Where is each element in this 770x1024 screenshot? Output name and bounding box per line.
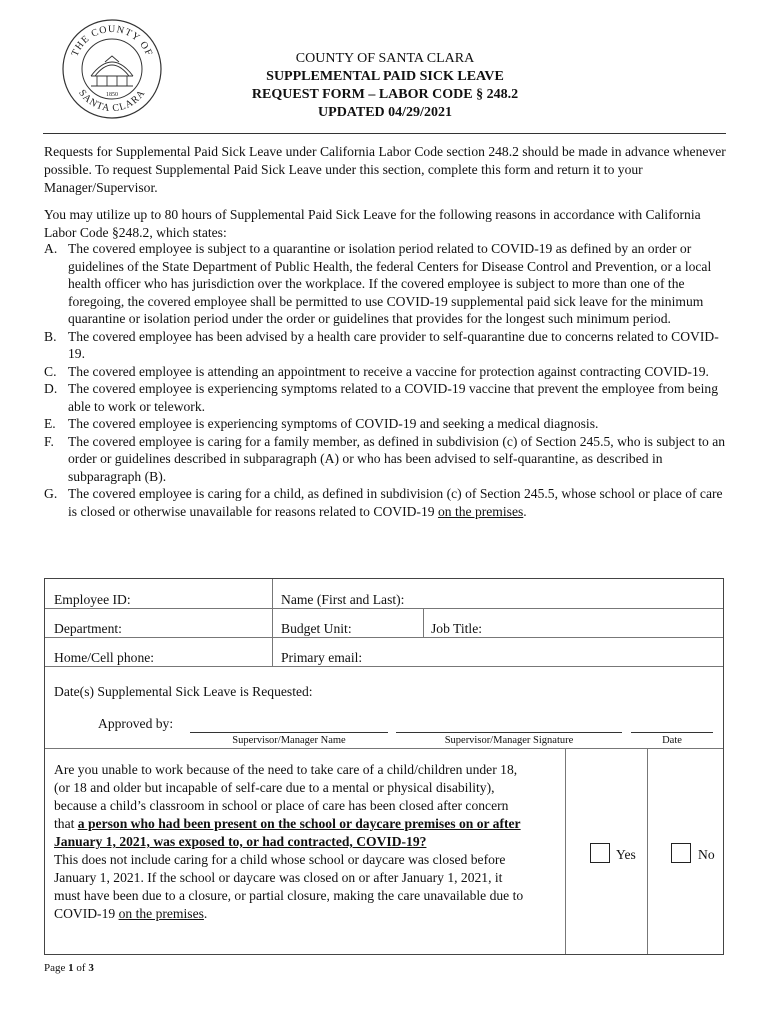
list-item: A. The covered employee is subject to a quarantine or isolation period related to COVID-19 as defined by an order or guidelines of the State Department of Public Health, the federal Centers for Disease Control and Prevention, or a local health officer who has jurisdiction over the workplace. If the covered employee is subject to more than one of the foregoing, the covered employee shall be permitted to use COVID-19 supplemental paid sick leave for the minimum quarantine or isolation period under the order or guidelines that provides for the longest such minimum period. bbox=[44, 241, 712, 326]
dates-requested-label: Date(s) Supplemental Sick Leave is Requested: bbox=[54, 684, 313, 699]
list-item: E. The covered employee is experiencing symptoms of COVID-19 and seeking a medical diagnosis. bbox=[44, 416, 599, 431]
form-title: SUPPLEMENTAL PAID SICK LEAVE bbox=[266, 69, 504, 84]
job-title-label: Job Title: bbox=[431, 621, 483, 636]
row-divider bbox=[45, 666, 723, 667]
county-name: COUNTY OF SANTA CLARA bbox=[295, 51, 475, 66]
county-seal-logo bbox=[61, 18, 163, 120]
column-divider bbox=[423, 608, 424, 637]
column-divider bbox=[647, 748, 648, 954]
page-number: Page 1 of 3 bbox=[44, 962, 94, 974]
reasons-list bbox=[44, 240, 728, 520]
approved-by-label: Approved by: bbox=[98, 716, 174, 731]
yes-label: Yes bbox=[616, 847, 636, 862]
supervisor-signature-line[interactable] bbox=[396, 732, 622, 733]
column-divider bbox=[565, 748, 566, 954]
row-divider bbox=[45, 748, 723, 749]
seal-top-text: THE COUNTY OF bbox=[69, 23, 155, 59]
header-divider bbox=[43, 133, 726, 134]
email-label: Primary email: bbox=[281, 650, 363, 665]
form-header bbox=[200, 50, 570, 122]
row-divider bbox=[45, 637, 723, 638]
seal-year: 1850 bbox=[106, 92, 118, 98]
row-divider bbox=[45, 608, 723, 609]
request-form bbox=[44, 578, 724, 955]
seal-bottom-text: SANTA CLARA bbox=[76, 87, 148, 115]
intro-paragraph-2: You may utilize up to 80 hours of Supplemental Paid Sick Leave for the following reasons in accordance with California Labor Code §248.2, which states: bbox=[44, 207, 701, 240]
no-checkbox[interactable] bbox=[671, 843, 691, 863]
no-label: No bbox=[698, 847, 715, 862]
employee-id-label: Employee ID: bbox=[54, 592, 131, 607]
childcare-question: Are you unable to work because of the need to take care of a child/children under 18, (or 18 and older but incapable of self-care due to a mental or physical disability), because a child’s classroom in school or place of care has been closed after concern that a person who had been present on the school or daycare premises on or after January 1, 2021, was exposed to, or had contracted, COVID-19? This does not include caring for a child whose school or daycare was closed before January 1, 2021. If the school or daycare was closed on or after January 1, 2021, it must have been due to a closure, or partial closure, making the care unavailable due to COVID-19 on the premises. bbox=[54, 762, 524, 921]
supervisor-name-line[interactable] bbox=[190, 732, 388, 733]
list-item: G. The covered employee is caring for a child, as defined in subdivision (c) of Section 245.5, whose school or place of care is closed or otherwise unavailable for reasons related to COVID-19 on the premises. bbox=[44, 486, 723, 519]
caption-supervisor-name: Supervisor/Manager Name bbox=[232, 735, 346, 746]
budget-unit-label: Budget Unit: bbox=[281, 621, 352, 636]
list-item: D. The covered employee is experiencing symptoms related to a COVID-19 vaccine that prevent the employee from being able to work or telework. bbox=[44, 381, 719, 414]
form-subtitle: REQUEST FORM – LABOR CODE § 248.2 bbox=[251, 87, 519, 102]
name-label: Name (First and Last): bbox=[281, 592, 405, 607]
column-divider bbox=[272, 579, 273, 666]
form-updated-date: UPDATED 04/29/2021 bbox=[318, 105, 452, 120]
list-item: B. The covered employee has been advised by a health care provider to self-quarantine due to concerns related to COVID-19. bbox=[44, 328, 719, 361]
list-item: C. The covered employee is attending an appointment to receive a vaccine for protection against contracting COVID-19. bbox=[44, 363, 709, 379]
yes-checkbox[interactable] bbox=[590, 843, 610, 863]
intro-paragraph-1: Requests for Supplemental Paid Sick Leave under California Labor Code section 248.2 should be made in advance whenever possible. To request Supplemental Paid Sick Leave under this section, complete this form and return it to your Manager/Supervisor. bbox=[44, 144, 726, 195]
caption-supervisor-signature: Supervisor/Manager Signature bbox=[444, 735, 574, 746]
department-label: Department: bbox=[54, 621, 122, 636]
caption-date: Date bbox=[662, 735, 682, 746]
list-item: F. The covered employee is caring for a family member, as defined in subdivision (c) of Section 245.5, who is subject to an order or guidelines described in subparagraph (A) or who has been advised to self-quarantine, as described in subparagraph (B). bbox=[44, 433, 726, 484]
approval-date-line[interactable] bbox=[631, 732, 713, 733]
phone-label: Home/Cell phone: bbox=[54, 650, 155, 665]
svg-text:THE COUNTY OF bbox=[70, 24, 155, 58]
